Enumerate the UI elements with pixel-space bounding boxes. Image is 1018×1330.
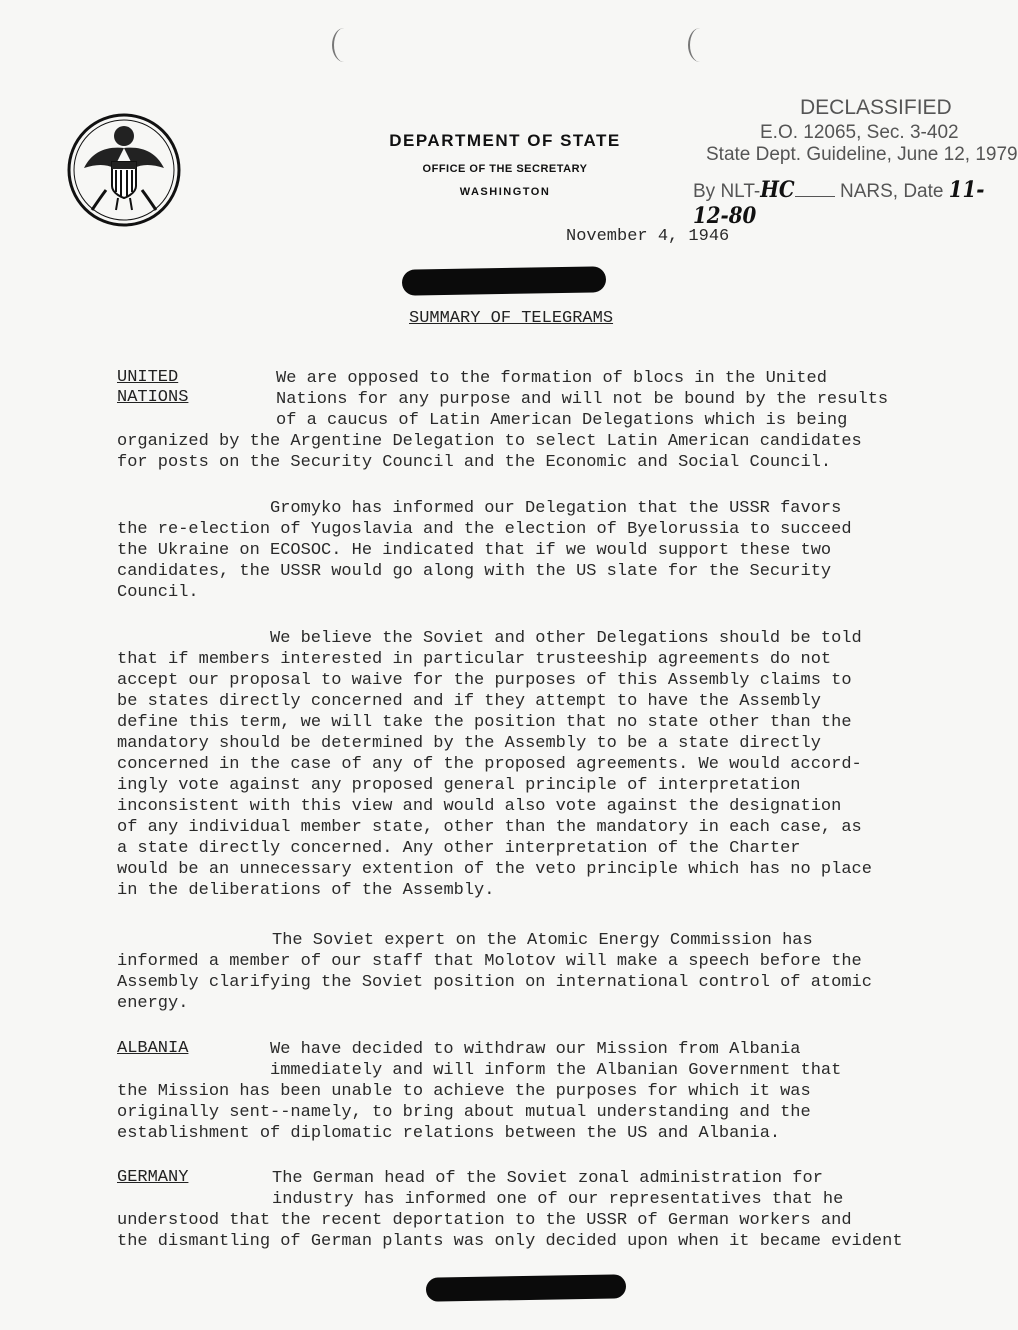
paragraph-line: Gromyko has informed our Delegation that the USSR favors: [270, 499, 842, 518]
city-heading: WASHINGTON: [459, 186, 551, 198]
section-label-united-nations: UNITED NATIONS: [117, 368, 189, 407]
executive-order-line: E.O. 12065, Sec. 3-402: [760, 122, 959, 143]
paragraph-line: in the deliberations of the Assembly.: [117, 881, 495, 900]
handwritten-date: 11-12-80: [693, 177, 985, 229]
document-title: SUMMARY OF TELEGRAMS: [409, 309, 614, 328]
paragraph-line: define this term, we will take the position that no state other than the: [117, 713, 852, 732]
by-label: By NLT-: [693, 181, 761, 202]
paragraph-line: the re-election of Yugoslavia and the election of Byelorussia to succeed: [117, 520, 852, 539]
paragraph-line: ingly vote against any proposed general principle of interpretation: [117, 776, 801, 795]
paragraph-line: of any individual member state, other than the mandatory in each case, as: [117, 818, 862, 837]
paragraph-line: candidates, the USSR would go along with the US slate for the Security: [117, 562, 832, 581]
paragraph-line: the dismantling of German plants was only decided upon when it became evident: [117, 1232, 903, 1251]
paragraph-line: accept our proposal to waive for the purposes of this Assembly claims to: [117, 671, 852, 690]
great-seal-emblem: [66, 112, 182, 228]
paragraph-line: the Ukraine on ECOSOC. He indicated that if we would support these two: [117, 541, 832, 560]
section-label-germany: GERMANY: [117, 1168, 189, 1187]
paragraph-line: organized by the Argentine Delegation to select Latin American candidates: [117, 432, 862, 451]
paragraph-line: would be an unnecessary extention of the veto principle which has no place: [117, 860, 872, 879]
paragraph-line: understood that the recent deportation to the USSR of German workers and: [117, 1211, 852, 1230]
paragraph-line: We have decided to withdraw our Mission from Albania: [270, 1040, 801, 1059]
paragraph-line: Assembly clarifying the Soviet position on international control of atomic: [117, 973, 872, 992]
paragraph-line: energy.: [117, 994, 189, 1013]
classification-redaction: [402, 266, 606, 296]
agency-date-label: NARS, Date: [839, 181, 944, 202]
paragraph-line: informed a member of our staff that Molotov will make a speech before the: [117, 952, 862, 971]
office-heading: OFFICE OF THE SECRETARY: [422, 163, 588, 175]
classification-redaction-footer: [426, 1274, 626, 1301]
declassified-stamp: DECLASSIFIED: [800, 96, 952, 119]
paragraph-line: establishment of diplomatic relations between the US and Albania.: [117, 1124, 781, 1143]
paragraph-line: originally sent--namely, to bring about mutual understanding and the: [117, 1103, 811, 1122]
paragraph-line: the Mission has been unable to achieve the purposes for which it was: [117, 1082, 811, 1101]
document-date: November 4, 1946: [566, 227, 730, 246]
paragraph-line: Nations for any purpose and will not be bound by the results: [276, 390, 889, 409]
department-heading: DEPARTMENT OF STATE: [389, 131, 621, 150]
paragraph-line: inconsistent with this view and would also vote against the designation: [117, 797, 842, 816]
section-label-albania: ALBANIA: [117, 1039, 189, 1058]
paragraph-line: a state directly concerned. Any other interpretation of the Charter: [117, 839, 801, 858]
paragraph-line: for posts on the Security Council and the Economic and Social Council.: [117, 453, 832, 472]
margin-mark: [332, 28, 356, 62]
paragraph-line: industry has informed one of our representatives that he: [272, 1190, 844, 1209]
guideline-line: State Dept. Guideline, June 12, 1979: [706, 144, 1018, 165]
paragraph-line: mandatory should be determined by the Assembly to be a state directly: [117, 734, 821, 753]
paragraph-line: that if members interested in particular trusteeship agreements do not: [117, 650, 832, 669]
paragraph-line: We believe the Soviet and other Delegations should be told: [270, 629, 862, 648]
authorization-line: [693, 177, 1018, 229]
paragraph-line: concerned in the case of any of the proposed agreements. We would accord-: [117, 755, 862, 774]
paragraph-line: We are opposed to the formation of blocs in the United: [276, 369, 827, 388]
paragraph-line: The German head of the Soviet zonal administration for: [272, 1169, 823, 1188]
paragraph-line: Council.: [117, 583, 199, 602]
paragraph-line: of a caucus of Latin American Delegations which is being: [276, 411, 848, 430]
paragraph-line: be states directly concerned and if they attempt to have the Assembly: [117, 692, 821, 711]
reviewer-initials: HC: [760, 177, 795, 203]
paragraph-line: immediately and will inform the Albanian Government that: [270, 1061, 842, 1080]
paragraph-line: The Soviet expert on the Atomic Energy Commission has: [272, 931, 813, 950]
margin-mark: [688, 28, 712, 62]
